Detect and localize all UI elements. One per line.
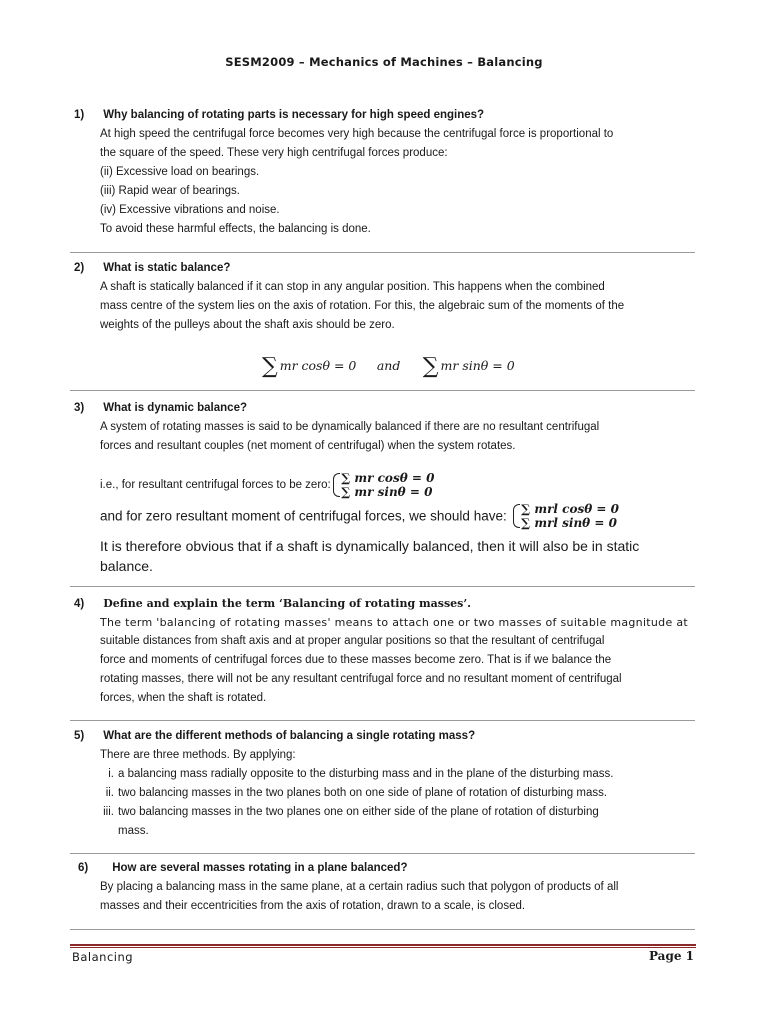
footer-rule	[70, 944, 696, 946]
method-text: two balancing masses in the two planes one on either side of the plane of rotation of disturbing	[118, 806, 599, 818]
answer-line: weights of the pulleys about the shaft axis should be zero.	[100, 319, 395, 331]
document-title: SESM2009 – Mechanics of Machines – Balancing	[225, 55, 543, 69]
method-item	[100, 784, 693, 803]
section-divider	[70, 929, 695, 930]
question-number: 5)	[74, 730, 85, 742]
question-number: 2)	[74, 262, 85, 274]
conclusion-line: It is therefore obvious that if a shaft is dynamically balanced, then it will also be in static	[100, 538, 640, 554]
equation-left: mr cosθ = 0	[279, 358, 357, 373]
answer-line: (iv) Excessive vibrations and noise.	[100, 204, 280, 216]
method-text: a balancing mass radially opposite to the disturbing mass and in the plane of the disturbing mass.	[118, 768, 614, 780]
section-divider	[70, 390, 695, 391]
footer-rule-thin	[70, 947, 696, 948]
answer-line: A system of rotating masses is said to be dynamically balanced if there are no resultant centrifugal	[100, 421, 600, 433]
answer-line: the square of the speed. These very high centrifugal forces produce:	[100, 147, 448, 159]
force-condition-label: i.e., for resultant centrifugal forces to be zero:	[100, 479, 331, 491]
force-equation-cos: ∑ mr cosθ = 0	[341, 471, 435, 485]
question-text: What are the different methods of balancing a single rotating mass?	[103, 730, 476, 742]
answer-4	[100, 613, 693, 708]
question-number: 4)	[74, 598, 85, 610]
method-item	[100, 765, 693, 784]
force-equations	[331, 471, 434, 499]
answer-3	[100, 418, 693, 456]
method-marker: iii.	[103, 806, 114, 818]
sigma-symbol: ∑	[422, 354, 439, 379]
question-text: How are several masses rotating in a plane balanced?	[112, 862, 408, 874]
sigma-symbol: ∑	[262, 354, 278, 379]
method-item	[100, 803, 693, 841]
moment-equation-sin: ∑ mrl sinθ = 0	[521, 516, 617, 530]
question-number: 6)	[78, 862, 89, 874]
answer-line: forces and resultant couples (net moment of centrifugal) when the system rotates.	[100, 440, 516, 452]
section-divider	[70, 720, 695, 721]
answer-line: rotating masses, there will not be any resultant centrifugal force and no resultant moment of centrifugal	[100, 673, 622, 685]
moment-equations	[511, 502, 619, 530]
question-text: Why balancing of rotating parts is necessary for high speed engines?	[103, 109, 485, 121]
force-equation-sin: ∑ mr sinθ = 0	[341, 485, 433, 499]
equation-right: mr sinθ = 0	[440, 358, 515, 373]
question-3	[74, 402, 247, 414]
answer-line: (ii) Excessive load on bearings.	[100, 166, 260, 178]
method-marker: ii.	[105, 787, 114, 799]
answer-6	[100, 878, 693, 916]
section-divider	[70, 586, 695, 587]
question-text: What is static balance?	[103, 262, 231, 274]
section-divider	[70, 853, 695, 854]
answer-line: A shaft is statically balanced if it can stop in any angular position. This happens when the combined	[100, 281, 605, 293]
equation-and: and	[376, 358, 401, 373]
answer-5	[100, 746, 693, 841]
question-number: 3)	[74, 402, 85, 414]
answer-line: The term 'balancing of rotating masses' means to attach one or two masses of suitable magnitude at	[100, 616, 688, 629]
question-text: Define and explain the term ‘Balancing of rotating masses’.	[103, 597, 471, 610]
answer-line: force and moments of centrifugal forces due to these masses become zero. That is if we balance the	[100, 654, 612, 666]
answer-line: suitable distances from shaft axis and at proper angular positions so that the resultant of centrifugal	[100, 635, 605, 647]
method-text: two balancing masses in the two planes both on one side of plane of rotation of disturbing mass.	[118, 787, 608, 799]
question-number: 1)	[74, 109, 85, 121]
moment-condition-label: and for zero resultant moment of centrifugal forces, we should have:	[100, 508, 507, 524]
answer-line: forces, when the shaft is rotated.	[100, 692, 267, 704]
answer-line: At high speed the centrifugal force becomes very high because the centrifugal force is proportional to	[100, 128, 614, 140]
footer-section-name: Balancing	[72, 950, 134, 964]
dynamic-conclusion	[100, 536, 693, 576]
answer-line: To avoid these harmful effects, the balancing is done.	[100, 223, 371, 235]
answer-intro: There are three methods. By applying:	[100, 749, 296, 761]
answer-1	[100, 125, 693, 239]
answer-2	[100, 278, 693, 335]
section-divider	[70, 252, 695, 253]
page-number: Page 1	[648, 949, 694, 963]
question-text: What is dynamic balance?	[103, 402, 247, 414]
answer-line: mass centre of the system lies on the axis of rotation. For this, the algebraic sum of the moments of the	[100, 300, 625, 312]
question-4	[74, 597, 471, 610]
answer-line: (iii) Rapid wear of bearings.	[100, 185, 240, 197]
method-marker: i.	[108, 768, 114, 780]
conclusion-line: balance.	[100, 558, 153, 574]
moment-condition	[100, 502, 619, 530]
moment-equation-cos: ∑ mrl cosθ = 0	[521, 502, 619, 516]
question-5	[74, 730, 475, 742]
question-6	[78, 862, 408, 874]
static-balance-equation	[262, 354, 515, 379]
answer-line: masses and their eccentricities from the axis of rotation, drawn to a scale, is closed.	[100, 900, 526, 912]
question-2	[74, 262, 230, 274]
answer-line: By placing a balancing mass in the same plane, at a certain radius such that polygon of products of all	[100, 881, 619, 893]
question-1	[74, 109, 484, 121]
method-text-continued: mass.	[118, 825, 149, 837]
force-condition	[100, 471, 434, 499]
